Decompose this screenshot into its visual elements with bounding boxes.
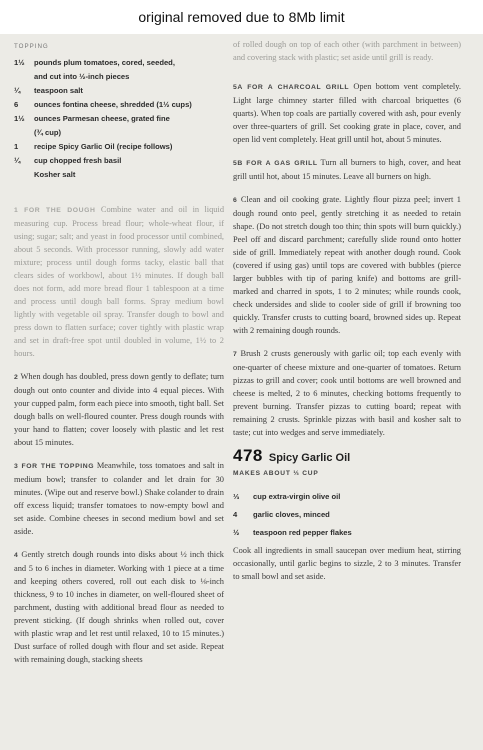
ingredient-text: ounces Parmesan cheese, grated fine: [34, 114, 170, 123]
step-5a-charcoal: [233, 80, 461, 146]
step-text: Cook all ingredients in small saucepan over medium heat, stirring occasionally, until garlic begins to sizzle, 2 to 3 minutes. Transfer to small bowl and set aside.: [233, 546, 461, 581]
ingredient-quantity: 4: [233, 510, 238, 519]
step-lead: 4: [14, 552, 19, 559]
ingredient-text: garlic cloves, minced: [253, 510, 330, 519]
step-lead: 2: [14, 374, 19, 381]
ingredient-text: recipe Spicy Garlic Oil (recipe follows): [34, 142, 173, 151]
step-text: Open bottom vent completely. Light large chimney starter filled with charcoal briquettes (6 quarts). When top coals are partially covered with ash, pour evenly over three-quarters of grill. Set cooking grate in place, cover, and open lid vent completely. Heat grill until hot, about 5 minutes.: [233, 82, 461, 144]
step-text: of rolled dough on top of each other (with parchment in between) and covering stack with plastic; set aside until grill is ready.: [233, 40, 461, 62]
garlic-oil-method: [233, 544, 461, 583]
step-text: Meanwhile, toss tomatoes and salt in medium bowl; transfer to colander and let drain for 30 minutes. (Wipe out and reserve bowl.) Shake colander to drain off excess liquid; transfer tomatoes to now-empty bowl and set aside. Combine cheeses in second medium bowl and set aside.: [14, 461, 224, 536]
ingredient-line: [14, 126, 224, 139]
ingredient-text: cup extra-virgin olive oil: [253, 492, 341, 501]
ingredient-text: pounds plum tomatoes, cored, seeded,: [34, 58, 175, 67]
step-6: [233, 193, 461, 337]
ingredient-quantity: ½: [233, 528, 240, 537]
ingredient-quantity: 6: [14, 100, 19, 109]
step-text: Brush 2 crusts generously with garlic oil; top each evenly with one-quarter of cheese mixture and one-quarter of tomatoes. Return pizzas to grill and cover; cook until bottoms are well browned and cheese is melted, 2 to 6 minutes, checking bottoms frequently to prevent burning. Transfer pizzas to cutting board; repeat with remaining 2 crusts. Sprinkle pizzas with basil and kosher salt to taste; cut into wedges and serve immediately.: [233, 349, 461, 437]
ingredient-text: cup chopped fresh basil: [34, 156, 122, 165]
step-7: [233, 347, 461, 439]
step-text: Clean and oil cooking grate. Lightly flour pizza peel; invert 1 dough round onto peel, gently stretching it as needed to retain shape. (Do not stretch dough too thin; thin spots will burn quickly.) Peel off and discard parchment; carefully slide round onto hotter side of grill. Immediately repeat with another dough round. Cook (covered if using gas) until tops are covered with bubbles (pierce larger bubbles with tip of paring knife) and bottoms are grill-marked and charred in spots, 1 to 2 minutes; while rounds cook, check undersides and slide to cooler side of grill if browning too quickly. Transfer crusts to cutting board, browned sides up. Repeat with 2 remaining dough rounds.: [233, 195, 461, 335]
ingredient-quantity: [14, 70, 34, 83]
ingredient-quantity: 1½: [14, 58, 25, 67]
ingredient-line: [233, 508, 461, 521]
ingredient-text: and cut into ½-inch pieces: [34, 72, 130, 81]
step-lead: 6: [233, 197, 238, 204]
ingredient-text: teaspoon red pepper flakes: [253, 528, 352, 537]
step-1-dough: [14, 203, 224, 360]
step-lead: 7: [233, 351, 238, 358]
ingredient-line: [14, 84, 224, 97]
ingredient-line: [233, 526, 461, 539]
ingredient-text: teaspoon salt: [34, 86, 83, 95]
ingredient-quantity: ¼: [14, 86, 21, 95]
ingredient-quantity: 1½: [14, 114, 25, 123]
step-text: Gently stretch dough rounds into disks about ½ inch thick and 5 to 6 inches in diameter. Working with 1 piece at a time and keeping others covered, roll out each disk to ⅛-inch thickness, 9 to 10 inches in diameter, on well-floured sheet of parchment, dusting with additional bread flour as needed to prevent sticking. (If dough shrinks when rolled out, cover with plastic wrap and let rest until relaxed, 10 to 15 minutes.) Dust surface of rolled dough with flour and set aside. Repeat with remaining dough, stacking sheets: [14, 550, 224, 664]
ingredient-quantity: [14, 126, 34, 139]
recipe-yield: MAKES ABOUT ⅓ CUP: [233, 470, 319, 477]
ingredient-line: [14, 70, 224, 83]
ingredient-line: [14, 154, 224, 167]
ingredient-line: [14, 168, 224, 181]
ingredient-quantity: ⅓: [233, 492, 240, 501]
left-column: [14, 38, 224, 676]
step-text: Combine water and oil in liquid measuring cup. Process bread flour; whole-wheat flour, if using; sugar; salt; and yeast in food processor until combined, about 5 seconds. With processor running, slowly add water mixture; process until dough forms tacky, elastic ball that clears sides of workbowl, about 1½ minutes. If dough ball does not form, add more bread flour 1 tablespoon at a time and process until dough ball forms. Spray medium bowl lightly with vegetable oil spray. Transfer dough to bowl and press down to flatten surface; cover tightly with plastic wrap and set in draft-free spot until doubled in volume, 1½ to 2 hours.: [14, 205, 225, 358]
step-5b-gas: [233, 156, 461, 183]
step-lead: 5A FOR A CHARCOAL GRILL: [233, 84, 350, 91]
step-lead: 1 FOR THE DOUGH: [14, 207, 96, 214]
ingredient-text: Kosher salt: [34, 170, 76, 179]
step-lead: 5B FOR A GAS GRILL: [233, 160, 318, 167]
step-text: Turn all burners to high, cover, and heat grill until hot, about 15 minutes. Leave all burners on high.: [233, 158, 461, 181]
ingredient-text: ounces fontina cheese, shredded (1½ cups): [34, 100, 192, 109]
recipe-title: [233, 446, 461, 465]
ingredient-quantity: [14, 168, 34, 181]
cookbook-page: [0, 34, 483, 750]
ingredient-line: [14, 112, 224, 125]
step-text: When dough has doubled, press down gently to deflate; turn dough out onto counter and divide into 4 equal pieces. With your cupped palm, form each piece into smooth, tight ball. Set dough balls on well-floured counter. Press dough rounds with your hand to flatten; cover loosely with plastic and let rest about 15 minutes.: [14, 372, 224, 447]
ingredient-line: [233, 490, 461, 503]
right-column: [233, 38, 461, 593]
ingredient-text: (¾ cup): [34, 128, 62, 137]
image-removed-banner: original removed due to 8Mb limit: [0, 0, 483, 34]
step-lead: 3 FOR THE TOPPING: [14, 463, 95, 470]
step-2: [14, 370, 224, 449]
step-3-topping: [14, 459, 224, 538]
recipe-name: Spicy Garlic Oil: [268, 452, 351, 464]
ingredient-quantity: 1: [14, 142, 19, 151]
topping-heading: TOPPING: [14, 43, 49, 50]
ingredient-quantity: ¼: [14, 156, 21, 165]
step-4-continued: [233, 38, 461, 64]
recipe-number: 478: [233, 446, 263, 465]
ingredient-line: [14, 98, 224, 111]
ingredient-line: [14, 140, 224, 153]
ingredient-line: [14, 56, 224, 69]
step-4: [14, 548, 224, 666]
